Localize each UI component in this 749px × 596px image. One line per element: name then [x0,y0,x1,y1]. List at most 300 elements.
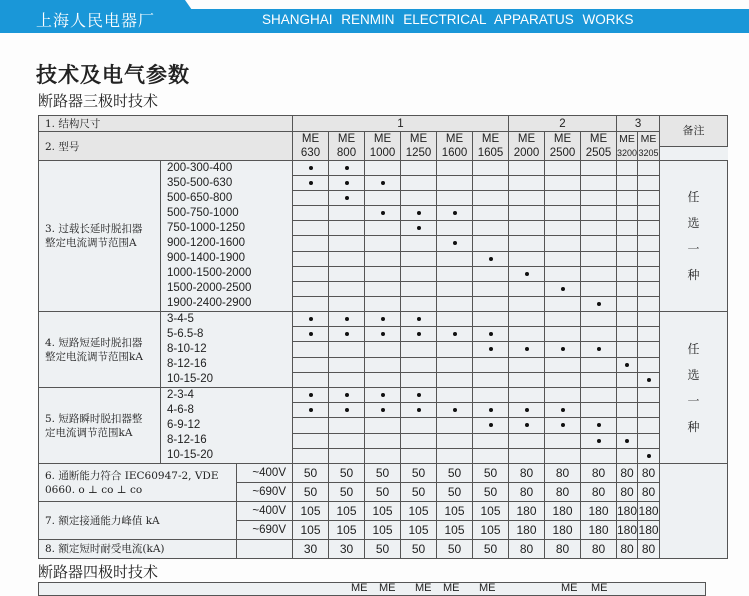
model-label: 2. 型号 [39,132,293,161]
model-prefix: ME [561,582,578,594]
mark-cell [293,221,329,236]
mark-cell [638,357,660,372]
mark-cell [638,448,660,463]
mark-cell [638,327,660,342]
range-value: 200-300-400 [167,162,233,174]
frame-group-1: 1 [293,116,509,132]
model-size: 1600 [437,146,473,161]
rating-value: 50 [437,540,473,559]
mark-cell [638,433,660,448]
mark-cell [401,236,437,251]
selected-dot-icon [417,332,421,336]
mark-cell [617,161,638,176]
rating-value: 180 [617,502,638,521]
mark-cell [365,357,401,372]
mark-cell [293,357,329,372]
rating-value: 105 [401,502,437,521]
section-title-3pole: 断路器三极时技术 [38,92,159,110]
mark-cell [293,433,329,448]
mark-cell [617,357,638,372]
mark-cell [617,312,638,327]
selected-dot-icon [489,408,493,412]
mark-cell [509,357,545,372]
rating-value: 105 [437,502,473,521]
mark-cell [473,418,509,433]
mark-cell [401,433,437,448]
mark-cell [545,176,581,191]
mark-cell [617,191,638,206]
rating-value: 30 [329,540,365,559]
mark-cell [401,312,437,327]
mark-cell [437,388,473,403]
mark-cell [293,418,329,433]
model-size: 3205 [638,146,660,161]
rating-label: 8. 额定短时耐受电流(kA) [39,540,237,559]
model-prefix: ME [365,132,401,147]
model-size: 800 [329,146,365,161]
mark-cell [473,448,509,463]
rating-value: 105 [365,521,401,540]
mark-cell [509,327,545,342]
range-value: 2-3-4 [167,389,194,401]
mark-cell [545,372,581,387]
mark-cell [581,312,617,327]
range-value: 8-12-16 [167,434,207,446]
selected-dot-icon [597,302,601,306]
mark-cell [581,448,617,463]
mark-cell [509,236,545,251]
mark-cell [365,191,401,206]
rating-value: 105 [401,521,437,540]
mark-cell [437,357,473,372]
selected-dot-icon [525,272,529,276]
voltage-label [237,540,293,559]
rating-value: 105 [293,521,329,540]
mark-cell [293,342,329,357]
model-prefix: ME [379,582,396,594]
remarks-header: 备注 [660,116,728,147]
mark-cell [437,206,473,221]
selected-dot-icon [417,317,421,321]
mark-cell [509,342,545,357]
mark-cell [401,342,437,357]
rating-value: 180 [545,521,581,540]
mark-cell [293,281,329,296]
model-size: 1250 [401,146,437,161]
selected-dot-icon [381,181,385,185]
mark-cell [638,388,660,403]
model-prefix: ME [415,582,432,594]
mark-cell [329,191,365,206]
voltage-label: ~690V [237,521,293,540]
section-label: 5. 短路瞬时脱扣器整定电流调节范围kA [39,388,161,464]
mark-cell [581,191,617,206]
rating-value: 80 [545,464,581,483]
structure-size-label: 1. 结构尺寸 [39,116,293,132]
mark-cell [329,161,365,176]
mark-cell [581,327,617,342]
mark-cell [638,236,660,251]
mark-cell [365,418,401,433]
mark-cell [329,388,365,403]
mark-cell [473,388,509,403]
mark-cell [401,176,437,191]
mark-cell [437,372,473,387]
rating-value: 50 [365,464,401,483]
range-value: 8-12-16 [167,358,207,370]
selected-dot-icon [453,241,457,245]
mark-cell [329,281,365,296]
mark-cell [329,176,365,191]
mark-cell [617,206,638,221]
model-size: 630 [293,146,329,161]
mark-cell [473,281,509,296]
mark-cell [509,191,545,206]
mark-cell [365,327,401,342]
mark-cell [509,388,545,403]
rating-value: 50 [401,540,437,559]
mark-cell [329,372,365,387]
selected-dot-icon [489,347,493,351]
model-size: 3200 [617,146,638,161]
selected-dot-icon [417,408,421,412]
mark-cell [581,266,617,281]
mark-cell [437,433,473,448]
mark-cell [545,388,581,403]
selected-dot-icon [525,347,529,351]
mark-cell [509,221,545,236]
rating-value: 30 [293,540,329,559]
mark-cell [617,372,638,387]
mark-cell [617,433,638,448]
mark-cell [293,191,329,206]
mark-cell [329,206,365,221]
mark-cell [365,312,401,327]
mark-cell [401,251,437,266]
spec-table-3pole [38,115,728,559]
mark-cell [437,236,473,251]
mark-cell [638,312,660,327]
mark-cell [617,251,638,266]
mark-cell [509,206,545,221]
rating-label: 7. 额定接通能力峰值 kA [39,502,237,540]
selected-dot-icon [561,408,565,412]
page-title: 技术及电气参数 [36,63,190,87]
mark-cell [545,418,581,433]
mark-cell [509,176,545,191]
rating-value: 105 [473,502,509,521]
mark-cell [509,251,545,266]
mark-cell [545,236,581,251]
mark-cell [329,357,365,372]
rating-value: 180 [638,502,660,521]
mark-cell [545,312,581,327]
mark-cell [365,372,401,387]
range-list [161,312,293,388]
rating-value: 80 [638,483,660,502]
selected-dot-icon [309,181,313,185]
mark-cell [545,191,581,206]
range-value: 750-1000-1250 [167,222,246,234]
selected-dot-icon [345,166,349,170]
rating-value: 80 [617,540,638,559]
mark-cell [545,206,581,221]
rating-value: 105 [329,502,365,521]
remark-empty [660,464,728,559]
mark-cell [638,342,660,357]
rating-value: 80 [617,464,638,483]
mark-cell [365,342,401,357]
model-size: 2505 [581,146,617,161]
selected-dot-icon [309,317,313,321]
selected-dot-icon [309,393,313,397]
mark-cell [329,342,365,357]
model-prefix: ME [437,132,473,147]
mark-cell [437,161,473,176]
rating-value: 50 [401,483,437,502]
mark-cell [545,403,581,418]
mark-cell [581,176,617,191]
mark-cell [617,176,638,191]
mark-cell [437,342,473,357]
mark-cell [329,433,365,448]
mark-cell [293,176,329,191]
selected-dot-icon [417,226,421,230]
model-prefix: ME [329,132,365,147]
mark-cell [509,403,545,418]
range-value: 4-6-8 [167,404,194,416]
frame-group-3: 3 [617,116,660,132]
model-prefix: ME [545,132,581,147]
rating-value: 50 [329,464,365,483]
mark-cell [581,236,617,251]
mark-cell [473,251,509,266]
model-prefix: ME [473,132,509,147]
mark-cell [581,418,617,433]
selected-dot-icon [625,439,629,443]
range-value: 1900-2400-2900 [167,297,252,309]
range-value: 1000-1500-2000 [167,267,252,279]
rating-value: 50 [473,483,509,502]
mark-cell [581,251,617,266]
mark-cell [581,403,617,418]
mark-cell [437,266,473,281]
mark-cell [545,281,581,296]
mark-cell [473,433,509,448]
range-value: 6-9-12 [167,419,201,431]
mark-cell [365,281,401,296]
rating-value: 180 [617,521,638,540]
mark-cell [473,176,509,191]
selected-dot-icon [345,317,349,321]
mark-cell [437,312,473,327]
mark-cell [365,403,401,418]
mark-cell [638,281,660,296]
range-value: 350-500-630 [167,177,233,189]
mark-cell [617,448,638,463]
mark-cell [329,448,365,463]
model-size: 2000 [509,146,545,161]
header-banner [0,0,749,33]
selected-dot-icon [453,211,457,215]
mark-cell [365,296,401,311]
mark-cell [638,161,660,176]
mark-cell [638,206,660,221]
mark-cell [581,388,617,403]
rating-value: 50 [473,540,509,559]
selected-dot-icon [345,393,349,397]
company-name-cn: 上海人民电器厂 [36,11,156,30]
mark-cell [401,448,437,463]
model-prefix: ME [443,582,460,594]
mark-cell [329,312,365,327]
mark-cell [365,161,401,176]
selected-dot-icon [345,196,349,200]
rating-value: 80 [509,540,545,559]
selected-dot-icon [453,408,457,412]
mark-cell [545,161,581,176]
selected-dot-icon [345,181,349,185]
mark-cell [401,357,437,372]
mark-cell [581,342,617,357]
mark-cell [581,433,617,448]
mark-cell [638,191,660,206]
mark-cell [581,281,617,296]
mark-cell [401,266,437,281]
mark-cell [545,327,581,342]
rating-value: 105 [437,521,473,540]
mark-cell [473,191,509,206]
mark-cell [581,357,617,372]
mark-cell [473,221,509,236]
rating-value: 50 [365,483,401,502]
mark-cell [365,251,401,266]
rating-value: 180 [581,521,617,540]
rating-value: 80 [509,483,545,502]
mark-cell [329,296,365,311]
mark-cell [473,357,509,372]
rating-value: 180 [545,502,581,521]
rating-value: 80 [545,483,581,502]
model-prefix: ME [293,132,329,147]
remark-cell: 任 选 一 种 [660,161,728,312]
model-prefix: ME [509,132,545,147]
selected-dot-icon [381,393,385,397]
range-value: 900-1400-1900 [167,252,246,264]
mark-cell [329,266,365,281]
mark-cell [638,221,660,236]
mark-cell [293,251,329,266]
mark-cell [401,161,437,176]
selected-dot-icon [597,423,601,427]
mark-cell [581,206,617,221]
model-prefix: ME [401,132,437,147]
mark-cell [293,372,329,387]
range-value: 10-15-20 [167,449,214,461]
selected-dot-icon [525,408,529,412]
mark-cell [365,236,401,251]
selected-dot-icon [381,408,385,412]
range-value: 500-650-800 [167,192,233,204]
mark-cell [437,448,473,463]
mark-cell [509,281,545,296]
model-prefix: ME [581,132,617,147]
mark-cell [293,312,329,327]
mark-cell [473,236,509,251]
rating-value: 80 [638,540,660,559]
mark-cell [437,281,473,296]
selected-dot-icon [309,166,313,170]
rating-value: 50 [401,464,437,483]
mark-cell [581,221,617,236]
rating-value: 80 [581,540,617,559]
selected-dot-icon [489,332,493,336]
mark-cell [401,372,437,387]
rating-value: 50 [293,483,329,502]
selected-dot-icon [381,211,385,215]
mark-cell [329,236,365,251]
company-name-en: SHANGHAI RENMIN ELECTRICAL APPARATUS WORKS [262,12,634,27]
selected-dot-icon [597,347,601,351]
mark-cell [293,448,329,463]
mark-cell [617,342,638,357]
mark-cell [401,418,437,433]
mark-cell [545,296,581,311]
rating-value: 80 [509,464,545,483]
mark-cell [365,388,401,403]
voltage-label: ~690V [237,483,293,502]
mark-cell [401,281,437,296]
selected-dot-icon [417,211,421,215]
model-prefix: ME [617,132,638,147]
mark-cell [365,266,401,281]
rating-value: 80 [617,483,638,502]
selected-dot-icon [647,378,651,382]
mark-cell [473,296,509,311]
selected-dot-icon [381,317,385,321]
mark-cell [509,312,545,327]
selected-dot-icon [489,257,493,261]
range-value: 900-1200-1600 [167,237,246,249]
mark-cell [509,448,545,463]
mark-cell [617,327,638,342]
mark-cell [329,251,365,266]
rating-value: 80 [581,483,617,502]
mark-cell [638,372,660,387]
mark-cell [617,418,638,433]
range-value: 10-15-20 [167,373,214,385]
mark-cell [293,266,329,281]
mark-cell [293,388,329,403]
banner-notch [185,0,749,9]
rating-value: 50 [437,483,473,502]
section-title-4pole: 断路器四极时技术 [38,563,159,581]
rating-value: 180 [509,521,545,540]
mark-cell [509,433,545,448]
mark-cell [293,403,329,418]
mark-cell [365,448,401,463]
selected-dot-icon [345,408,349,412]
range-list [161,161,293,312]
mark-cell [617,221,638,236]
spec-table-4pole-partial [38,582,706,596]
model-size: 1000 [365,146,401,161]
selected-dot-icon [453,332,457,336]
mark-cell [617,403,638,418]
mark-cell [638,266,660,281]
mark-cell [473,206,509,221]
mark-cell [638,251,660,266]
